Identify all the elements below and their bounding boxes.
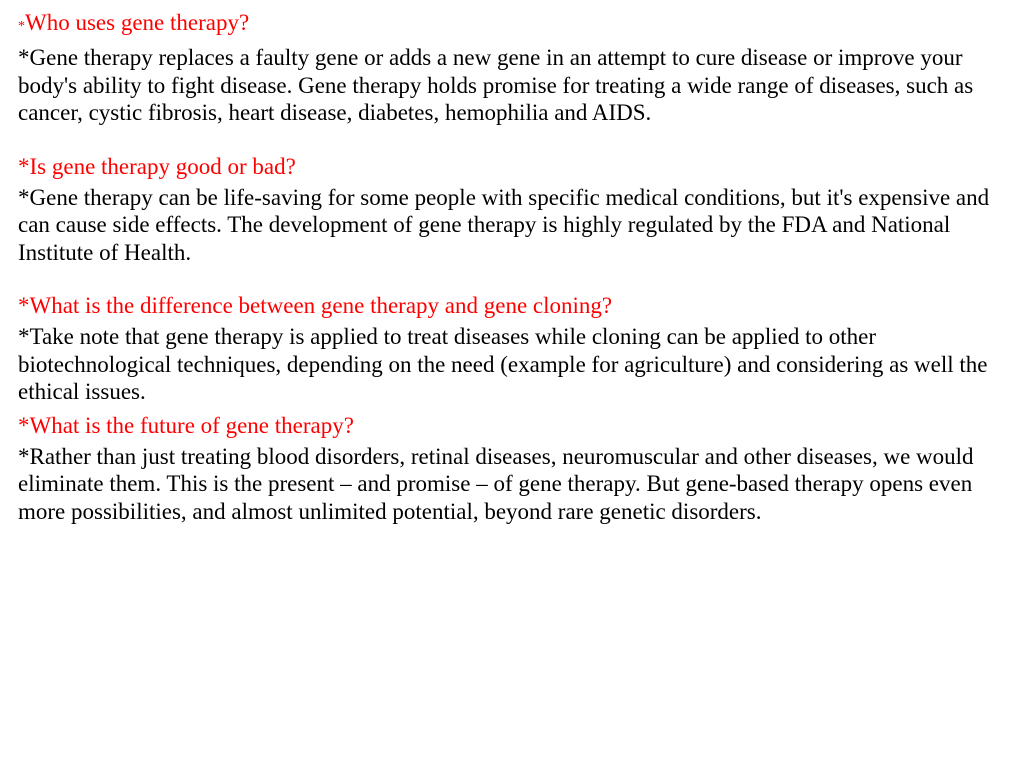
question-bullet: * bbox=[18, 19, 25, 34]
qa-section-good-or-bad bbox=[18, 152, 1008, 267]
section-spacer bbox=[18, 266, 1008, 291]
question-heading: *What is the future of gene therapy? bbox=[18, 412, 354, 438]
qa-section-who-uses bbox=[18, 8, 1008, 127]
question-heading: *What is the difference between gene therapy and gene cloning? bbox=[18, 293, 613, 318]
answer-paragraph: *Gene therapy can be life-saving for some people with specific medical conditions, but it's expensive and can cause side effects. The development of gene therapy is highly regulated by the FDA and National Institute of Health. bbox=[18, 184, 990, 265]
section-spacer bbox=[18, 127, 1008, 152]
answer-paragraph: *Rather than just treating blood disorders, retinal diseases, neuromuscular and other diseases, we would eliminate them. This is the present – and promise – of gene therapy. But gene-based therapy opens even more possibilities, and almost unlimited potential, beyond rare genetic disorders. bbox=[18, 443, 974, 524]
slide-content bbox=[18, 8, 1008, 525]
question-heading: *Is gene therapy good or bad? bbox=[18, 153, 296, 179]
qa-section-difference bbox=[18, 291, 1008, 406]
question-heading bbox=[18, 8, 1008, 42]
question-text: Who uses gene therapy? bbox=[25, 10, 250, 35]
answer-paragraph: *Take note that gene therapy is applied to treat diseases while cloning can be applied to other biotechnological techniques, depending on the need (example for agriculture) and considering as well the ethical issues. bbox=[18, 324, 988, 404]
qa-section-future bbox=[18, 411, 1008, 526]
answer-paragraph: *Gene therapy replaces a faulty gene or adds a new gene in an attempt to cure disease or improve your body's ability to fight disease. Gene therapy holds promise for treating a wide range of diseases, such as cancer, cystic fibrosis, heart disease, diabetes, hemophilia and AIDS. bbox=[18, 45, 974, 125]
